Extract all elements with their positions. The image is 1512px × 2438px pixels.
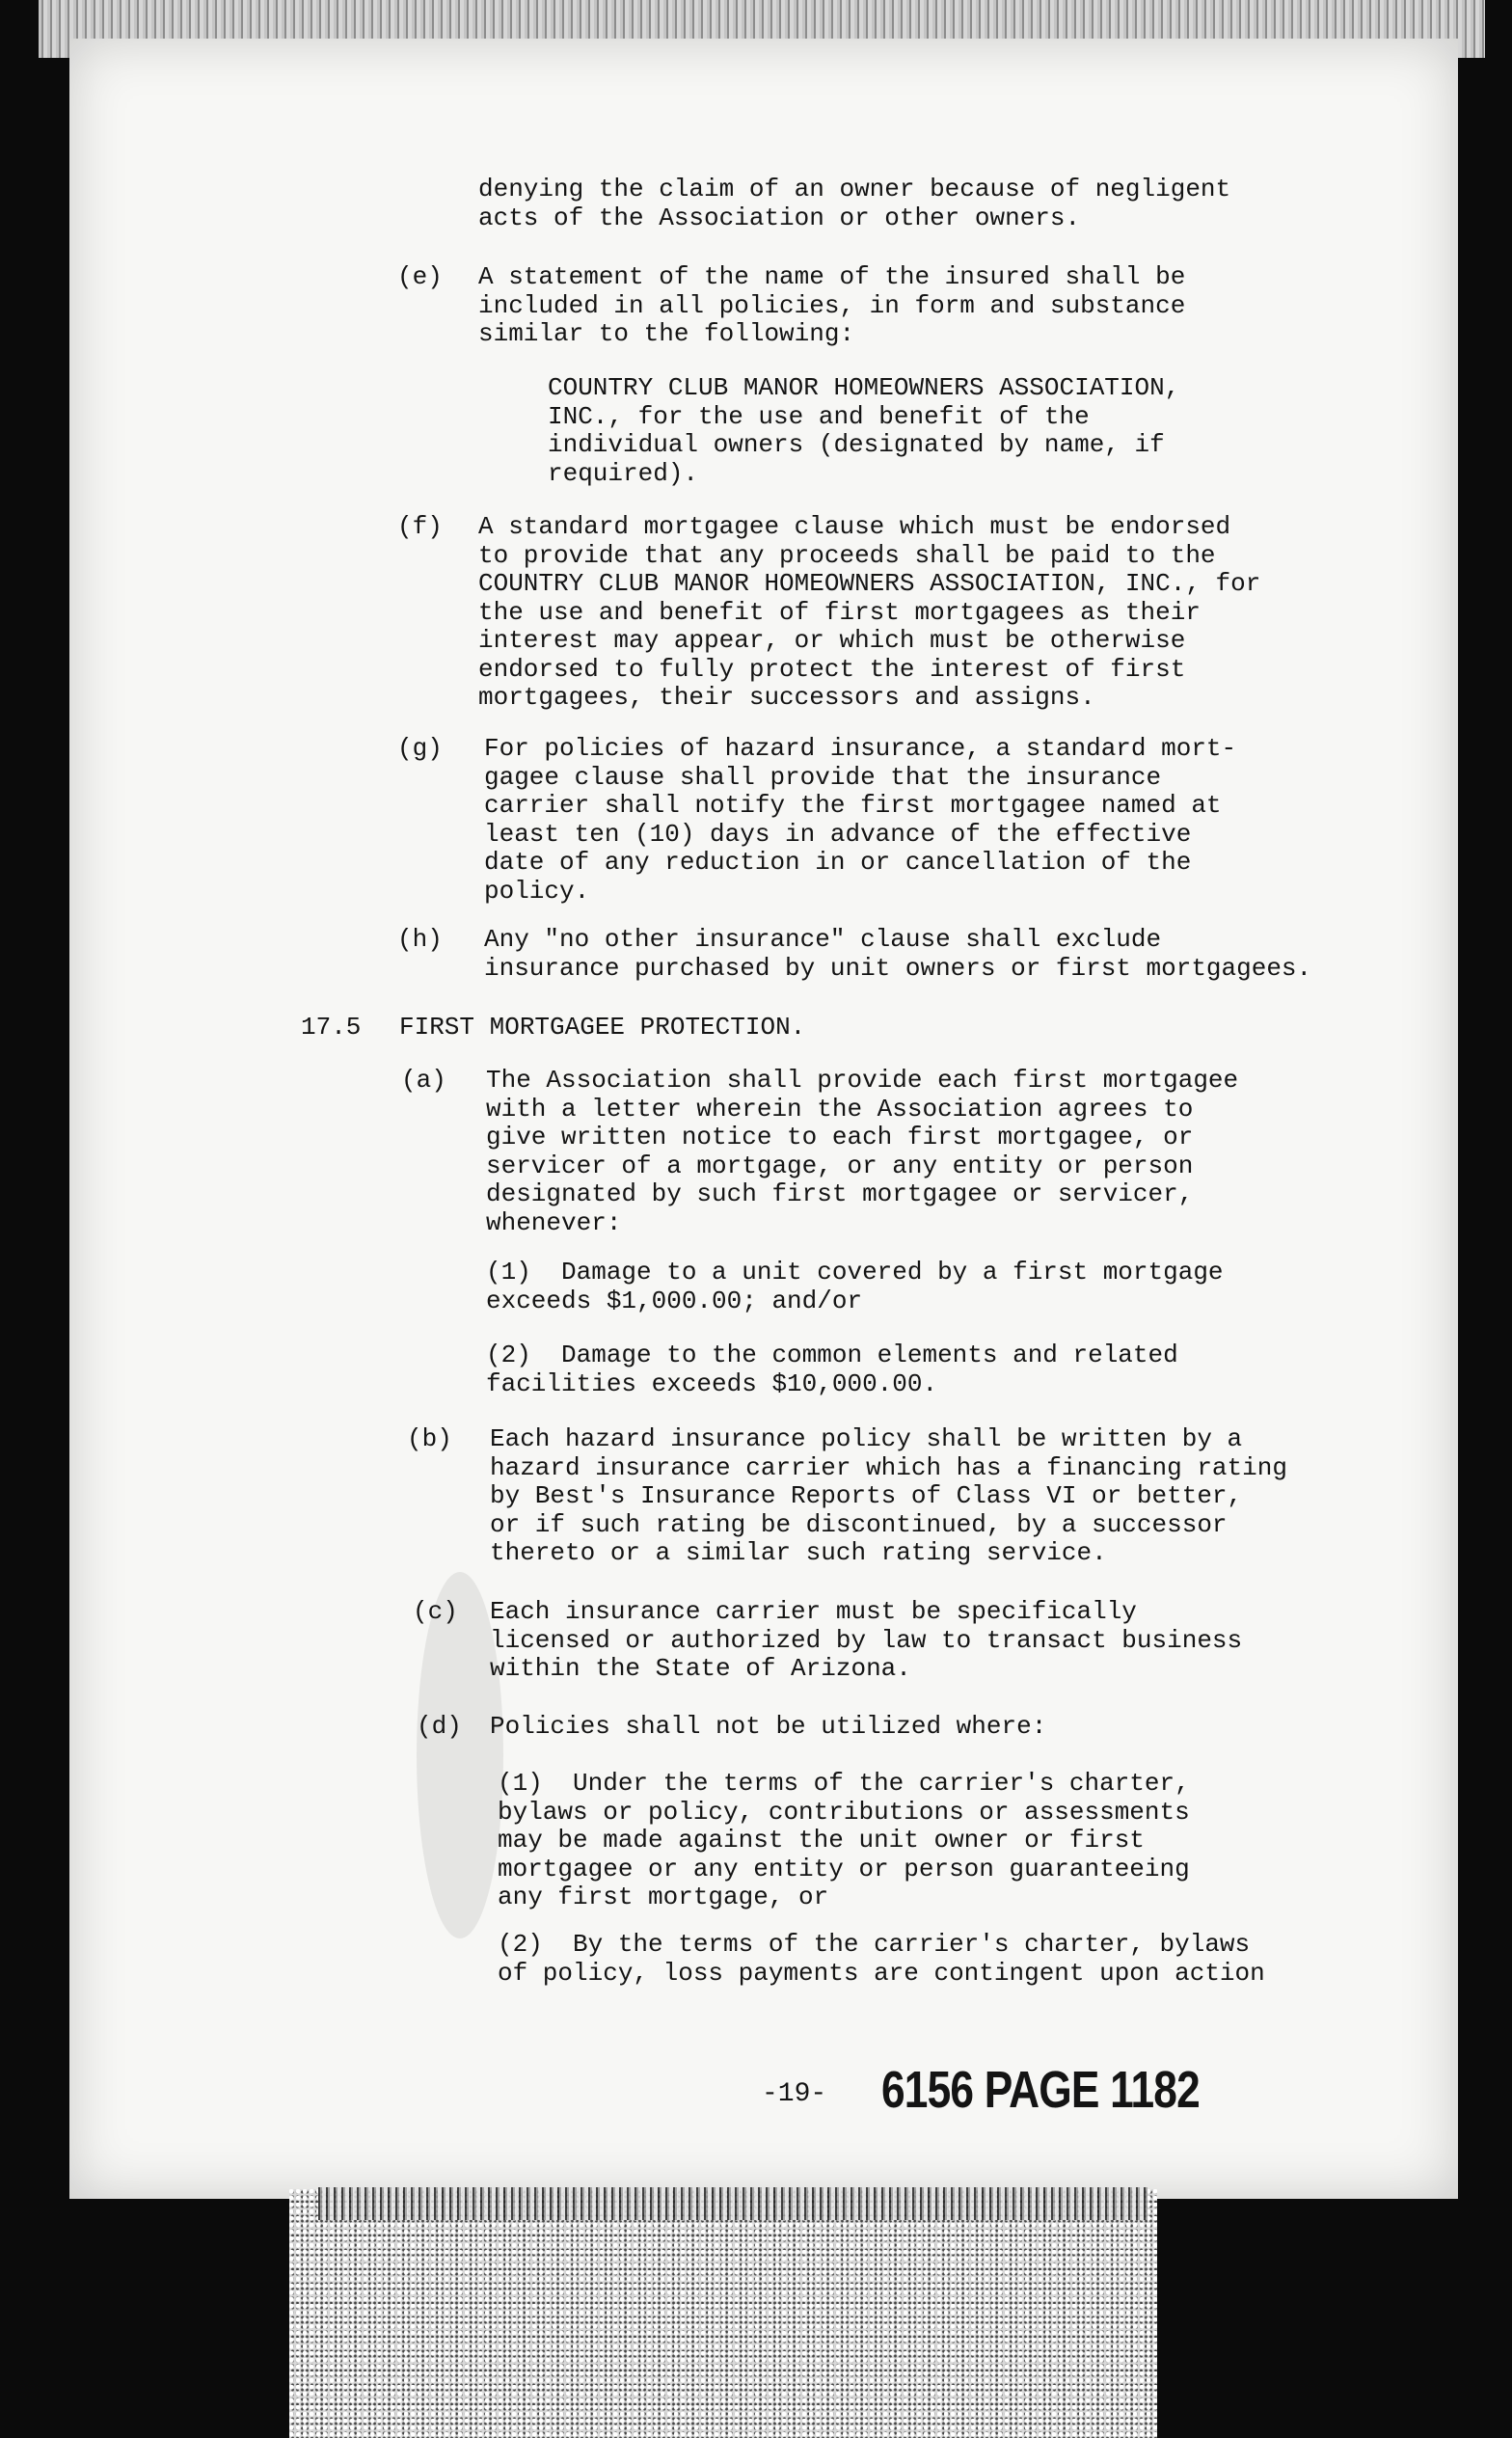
text-line: whenever: [486,1207,622,1237]
text-line: required). [548,458,699,488]
text-line: gagee clause shall provide that the insurance [484,762,1162,792]
document-page [69,39,1458,2199]
text-line: within the State of Arizona. [490,1654,911,1683]
scan-bottom-area [289,2189,1157,2438]
text-line: designated by such first mortgagee or servicer, [486,1179,1194,1208]
text-line: servicer of a mortgage, or any entity or person [486,1151,1194,1180]
text-line: included in all policies, in form and substance [478,290,1186,320]
page-number: -19- [762,2079,827,2109]
text-line: to provide that any proceeds shall be paid to the [478,540,1216,570]
text-line: or if such rating be discontinued, by a successor [490,1509,1228,1539]
text-line: acts of the Association or other owners. [478,203,1081,232]
text-line: give written notice to each first mortgagee, or [486,1123,1194,1151]
text-line: may be made against the unit owner or first [498,1826,1145,1855]
text-line: Each hazard insurance policy shall be written by a [490,1424,1243,1453]
text-line: insurance purchased by unit owners or first mortgagees. [484,953,1312,983]
text-line: Any "no other insurance" clause shall exclude [484,925,1162,954]
text-line: COUNTRY CLUB MANOR HOMEOWNERS ASSOCIATION, [548,373,1180,402]
scan-bottom-strip [318,2187,1148,2220]
text-line: For policies of hazard insurance, a standard mort- [484,734,1237,763]
text-line: interest may appear, or which must be otherwise [478,626,1186,655]
text-line: licensed or authorized by law to transact business [490,1625,1243,1655]
clause-marker: (h) [397,925,443,954]
text-line: Each insurance carrier must be specifically [490,1597,1137,1626]
text-line: by Best's Insurance Reports of Class VI or better, [490,1481,1243,1510]
text-line: (2) By the terms of the carrier's charter, bylaws [498,1930,1251,1959]
recording-stamp: 6156 PAGE 1182 [881,2061,1200,2119]
text-line: mortgagee or any entity or person guaranteeing [498,1854,1190,1883]
text-line: with a letter wherein the Association agrees to [486,1094,1194,1124]
text-line: FIRST MORTGAGEE PROTECTION. [399,1013,806,1042]
text-line: date of any reduction in or cancellation of the [484,848,1192,877]
clause-marker: (d) [417,1712,462,1741]
text-line: individual owners (designated by name, if [548,430,1165,459]
text-line: of policy, loss payments are contingent upon action [498,1958,1265,1988]
text-line: exceeds $1,000.00; and/or [486,1286,863,1315]
text-line: hazard insurance carrier which has a financing rating [490,1452,1287,1482]
text-line: (1) Damage to a unit covered by a first mortgage [486,1258,1224,1287]
text-line: (2) Damage to the common elements and related [486,1341,1178,1369]
text-line: any first mortgage, or [498,1883,829,1911]
text-line: similar to the following: [478,319,855,348]
text-line: mortgagees, their successors and assigns. [478,683,1095,712]
clause-marker: (b) [407,1424,452,1453]
text-line: policy. [484,876,590,906]
text-line: the use and benefit of first mortgagees as their [478,597,1201,627]
text-line: thereto or a similar such rating service. [490,1538,1107,1567]
text-line: least ten (10) days in advance of the effective [484,819,1192,849]
text-line: Policies shall not be utilized where: [490,1712,1047,1741]
clause-marker: 17.5 [301,1013,362,1042]
text-line: bylaws or policy, contributions or assessments [498,1797,1190,1827]
clause-marker: (a) [401,1066,446,1095]
clause-marker: (c) [413,1597,458,1626]
text-line: carrier shall notify the first mortgagee named at [484,791,1222,820]
clause-marker: (e) [397,262,443,291]
text-line: endorsed to fully protect the interest of first [478,654,1186,684]
clause-marker: (f) [397,512,443,541]
text-line: (1) Under the terms of the carrier's charter, [498,1769,1190,1798]
text-line: denying the claim of an owner because of negligent [478,175,1231,203]
text-line: The Association shall provide each first mortgagee [486,1066,1239,1095]
text-line: facilities exceeds $10,000.00. [486,1368,938,1398]
text-line: COUNTRY CLUB MANOR HOMEOWNERS ASSOCIATION, INC., for [478,569,1261,598]
clause-marker: (g) [397,734,443,763]
text-line: A standard mortgagee clause which must be endorsed [478,512,1231,541]
text-line: INC., for the use and benefit of the [548,401,1090,431]
text-line: A statement of the name of the insured shall be [478,262,1186,291]
